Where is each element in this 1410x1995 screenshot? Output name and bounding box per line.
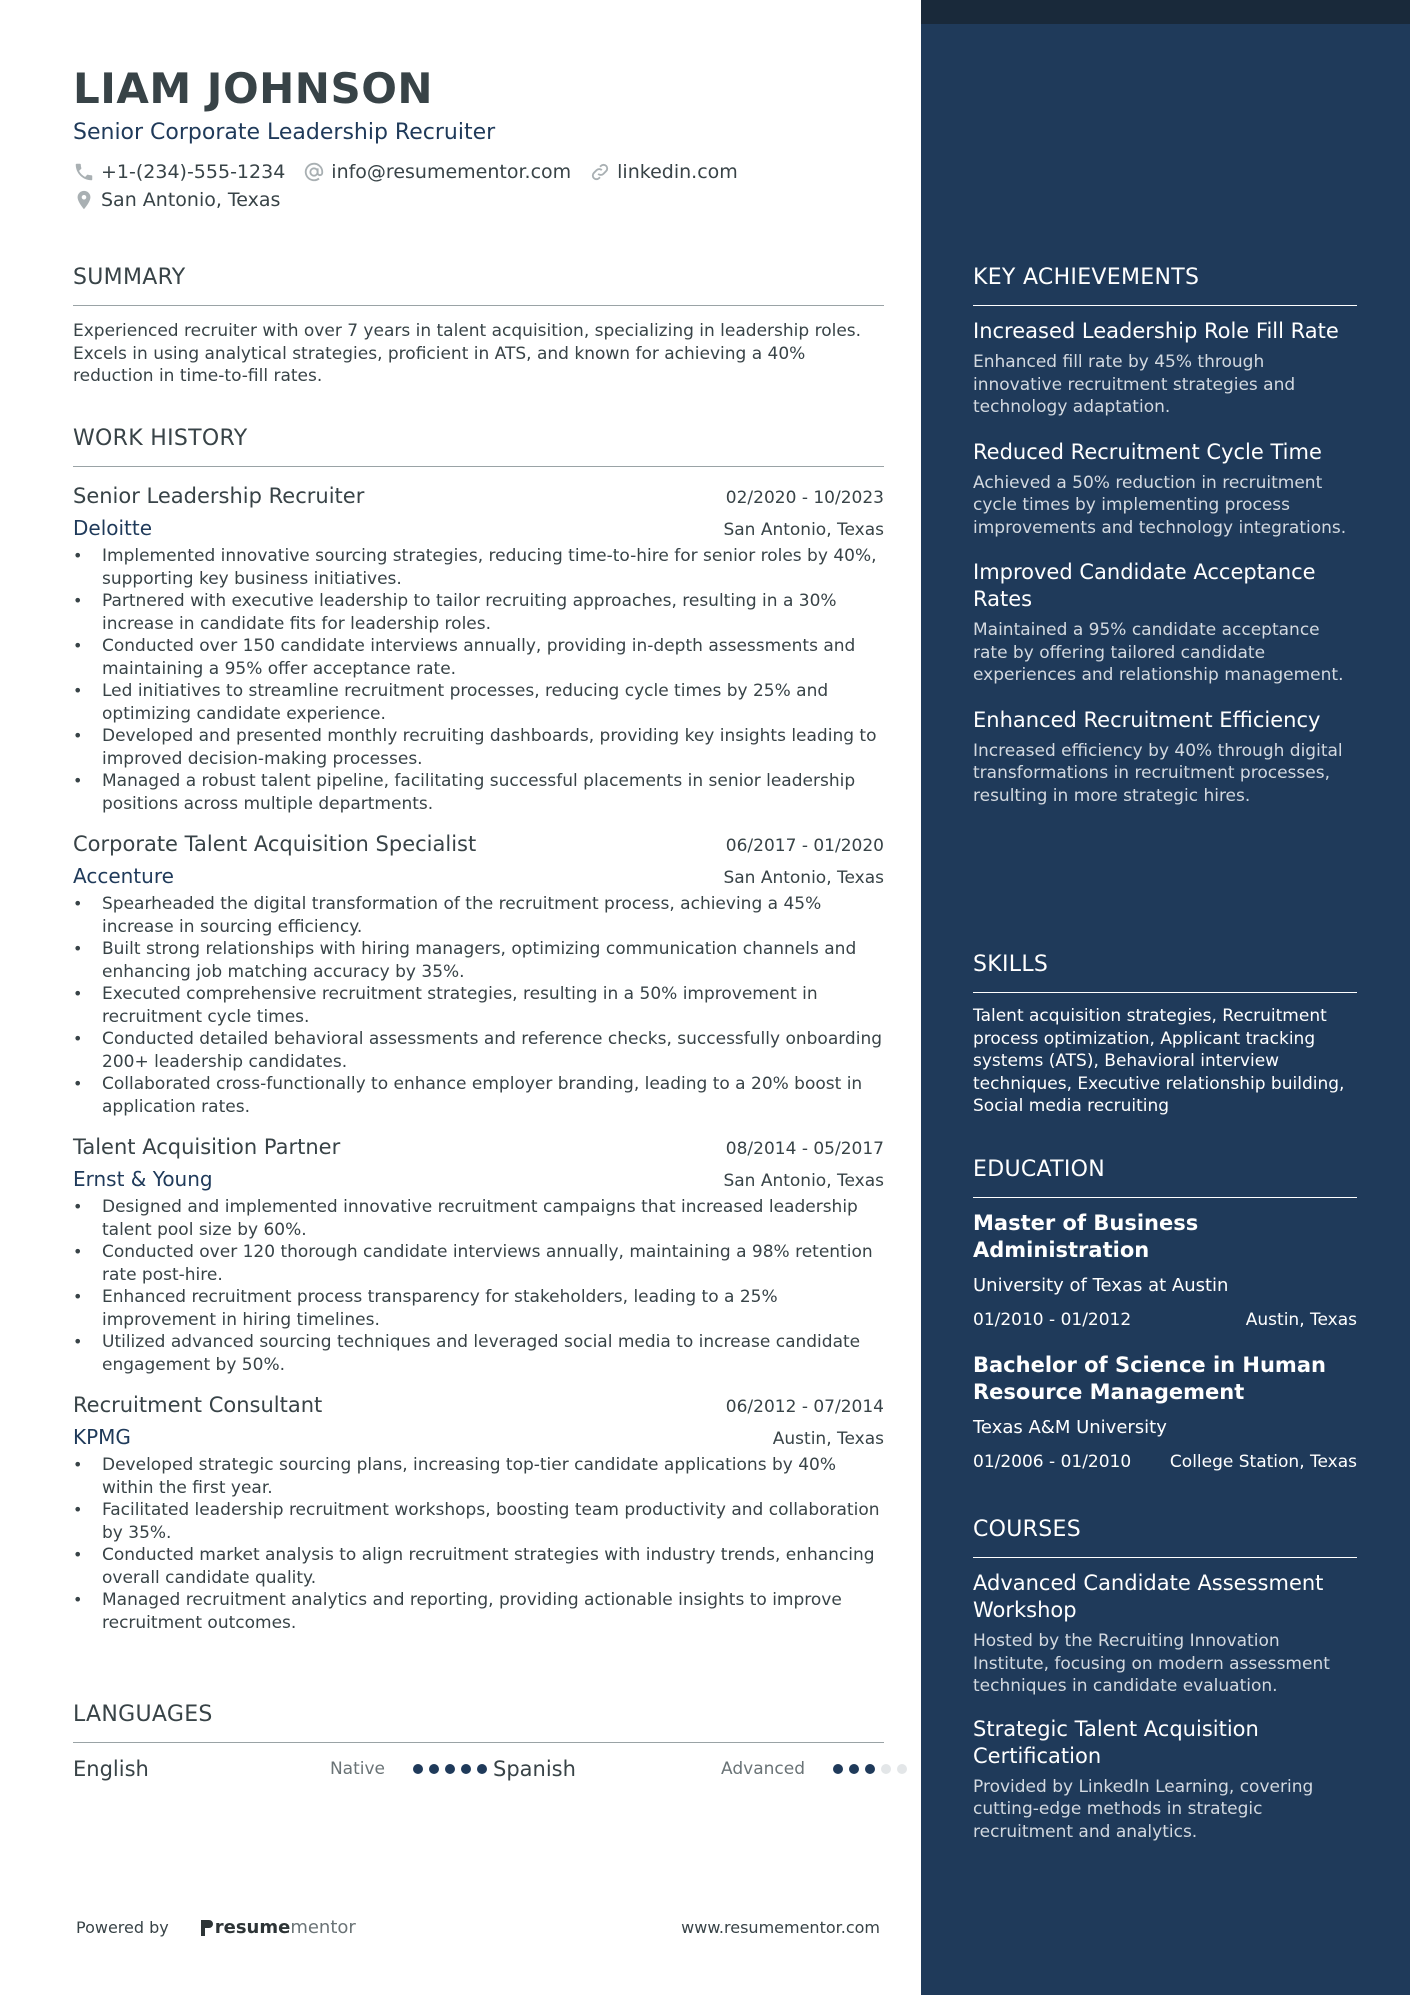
job-location: San Antonio, Texas [723, 520, 884, 540]
bullet-item: • Conducted market analysis to align recruitment strategies with industry trends, enhancing overall candidate quality. [73, 1544, 884, 1589]
proficiency-dot-filled [477, 1764, 487, 1774]
course-description: Hosted by the Recruiting Innovation Institute, focusing on modern assessment techniques in candidate evaluation. [973, 1631, 1330, 1696]
education-list [973, 1210, 1357, 1474]
achievement-item [973, 707, 1357, 808]
skills-section [973, 950, 1357, 1118]
phone-text: +1-(234)-555-1234 [101, 161, 286, 183]
language-level: Native [329, 1759, 385, 1779]
courses-section [973, 1515, 1357, 1843]
courses-heading: COURSES [973, 1515, 1357, 1558]
achievement-description: Achieved a 50% reduction in recruitment cycle times by implementing process improvements and technology integrations. [973, 472, 1347, 538]
skills-text: Talent acquisition strategies, Recruitment process optimization, Applicant tracking systems (ATS), Behavioral interview techniques, Executive relationship building, Social media recruiting [973, 1006, 1345, 1116]
education-location: Austin, Texas [1245, 1310, 1357, 1330]
bullet-item: • Developed and presented monthly recruiting dashboards, providing key insights leading to improved decision-making processes. [73, 725, 884, 770]
bullet-item: • Built strong relationships with hiring managers, optimizing communication channels and enhancing job matching accuracy by 35%. [73, 938, 884, 983]
job-subheader [73, 1164, 884, 1194]
job-bullets [73, 545, 884, 815]
job-subheader [73, 861, 884, 891]
education-section [973, 1155, 1357, 1474]
proficiency-dots [413, 1764, 493, 1774]
resumementor-logo[interactable] [199, 1917, 356, 1938]
education-item [973, 1352, 1357, 1474]
job-dates: 06/2012 - 07/2014 [725, 1397, 884, 1417]
work-history-section [73, 424, 884, 1634]
sidebar [921, 0, 1410, 1995]
bullet-item: • Partnered with executive leadership to tailor recruiting approaches, resulting in a 30% increase in candidate fits for leadership roles. [73, 590, 884, 635]
proficiency-dot-filled [461, 1764, 471, 1774]
job-subheader [73, 513, 884, 543]
language-level: Advanced [721, 1759, 805, 1779]
job-role: Corporate Talent Acquisition Specialist [73, 832, 477, 856]
summary-section [73, 263, 884, 388]
achievement-description: Maintained a 95% candidate acceptance rate by offering tailored candidate experiences and relationship management. [973, 620, 1344, 685]
bullet-item: • Conducted over 120 thorough candidate interviews annually, maintaining a 98% retention rate post-hire. [73, 1241, 884, 1286]
proficiency-dot-filled [413, 1764, 423, 1774]
bullet-item: • Conducted over 150 candidate interviews annually, providing in-depth assessments and maintaining a 95% offer acceptance rate. [73, 635, 884, 680]
contact-location [73, 189, 280, 211]
education-heading: EDUCATION [973, 1155, 1357, 1198]
candidate-name: LIAM JOHNSON [73, 64, 434, 113]
location-text: San Antonio, Texas [101, 189, 281, 211]
job-bullets [73, 893, 884, 1118]
footer [76, 1917, 880, 1938]
email-link[interactable]: info@resumementor.com [331, 161, 572, 183]
bullet-item: • Spearheaded the digital transformation of the recruitment process, achieving a 45% increase in sourcing efficiency. [73, 893, 884, 938]
bullet-item: • Led initiatives to streamline recruitment processes, reducing cycle times by 25% and optimizing candidate experience. [73, 680, 884, 725]
education-dates: 01/2010 - 01/2012 [973, 1310, 1132, 1330]
language-item [73, 1757, 493, 1781]
job-entry [73, 1132, 884, 1376]
education-meta [973, 1450, 1357, 1474]
proficiency-dot-empty [897, 1764, 907, 1774]
achievement-item [973, 318, 1357, 419]
logo-bold-text: resume [214, 1917, 291, 1938]
languages-section [73, 1700, 884, 1785]
job-entry [73, 829, 884, 1118]
skills-heading: SKILLS [973, 950, 1357, 993]
proficiency-dot-filled [429, 1764, 439, 1774]
education-dates: 01/2006 - 01/2010 [973, 1452, 1132, 1472]
course-title: Advanced Candidate Assessment Workshop [973, 1571, 1324, 1622]
bullet-item: • Utilized advanced sourcing techniques and leveraged social media to increase candidate engagement by 50%. [73, 1331, 884, 1376]
education-school: University of Texas at Austin [973, 1275, 1229, 1296]
job-company: Ernst & Young [73, 1167, 213, 1191]
contact-linkedin [589, 161, 738, 183]
bullet-item: • Implemented innovative sourcing strategies, reducing time-to-hire for senior roles by 40%, supporting key business initiatives. [73, 545, 884, 590]
logo-mark-icon [199, 1918, 215, 1938]
job-location: San Antonio, Texas [723, 1171, 884, 1191]
job-bullets [73, 1454, 884, 1634]
job-company: KPMG [73, 1425, 131, 1449]
course-description: Provided by LinkedIn Learning, covering cutting-edge methods in strategic recruitment and analytics. [973, 1776, 1314, 1842]
achievement-item [973, 559, 1357, 687]
powered-by-text: Powered by [76, 1918, 169, 1937]
job-role: Talent Acquisition Partner [73, 1135, 341, 1159]
job-company: Deloitte [73, 516, 153, 540]
job-header [73, 1390, 884, 1420]
achievements-heading: KEY ACHIEVEMENTS [973, 263, 1357, 306]
sidebar-top-band [921, 0, 1410, 24]
at-icon [303, 161, 325, 183]
course-item [973, 1716, 1357, 1844]
achievement-description: Increased efficiency by 40% through digital transformations in recruitment processes, resulting in more strategic hires. [973, 740, 1343, 806]
course-title: Strategic Talent Acquisition Certification [973, 1716, 1259, 1768]
achievement-title: Enhanced Recruitment Efficiency [973, 707, 1321, 732]
education-item [973, 1210, 1357, 1332]
achievement-item [973, 439, 1357, 540]
bullet-item: • Conducted detailed behavioral assessments and reference checks, successfully onboarding 200+ leadership candidates. [73, 1028, 884, 1073]
job-entry [73, 481, 884, 815]
achievement-list [973, 318, 1357, 807]
job-role: Senior Leadership Recruiter [73, 484, 365, 508]
achievement-title: Improved Candidate Acceptance Rates [973, 560, 1316, 611]
education-location: College Station, Texas [1169, 1452, 1357, 1472]
languages-heading: LANGUAGES [73, 1700, 884, 1743]
bullet-item: • Executed comprehensive recruitment strategies, resulting in a 50% improvement in recruitment cycle times. [73, 983, 884, 1028]
work-history-heading: WORK HISTORY [73, 424, 884, 467]
proficiency-dots [833, 1764, 913, 1774]
achievements-section [973, 263, 1357, 807]
job-entry [73, 1390, 884, 1634]
achievement-title: Increased Leadership Role Fill Rate [973, 319, 1339, 343]
proficiency-dot-filled [833, 1764, 843, 1774]
job-subheader [73, 1422, 884, 1452]
job-header [73, 481, 884, 511]
phone-icon [73, 161, 95, 183]
course-item [973, 1570, 1357, 1698]
language-item [493, 1757, 913, 1781]
contact-info [73, 158, 883, 214]
bullet-item: • Facilitated leadership recruitment workshops, boosting team productivity and collaboration by 35%. [73, 1499, 884, 1544]
job-header [73, 1132, 884, 1162]
job-bullets [73, 1196, 884, 1376]
candidate-title: Senior Corporate Leadership Recruiter [73, 120, 496, 145]
language-name: Spanish [493, 1757, 576, 1781]
job-company: Accenture [73, 864, 174, 888]
proficiency-dot-filled [445, 1764, 455, 1774]
bullet-item: • Managed a robust talent pipeline, facilitating successful placements in senior leadership positions across multiple departments. [73, 770, 884, 815]
job-location: Austin, Texas [772, 1429, 884, 1449]
bullet-item: • Designed and implemented innovative recruitment campaigns that increased leadership talent pool size by 60%. [73, 1196, 884, 1241]
education-school: Texas A&M University [973, 1417, 1167, 1438]
job-list [73, 481, 884, 1634]
job-dates: 02/2020 - 10/2023 [725, 488, 884, 508]
contact-email [303, 161, 571, 183]
job-header [73, 829, 884, 859]
bullet-item: • Managed recruitment analytics and reporting, providing actionable insights to improve recruitment outcomes. [73, 1589, 884, 1634]
achievement-title: Reduced Recruitment Cycle Time [973, 439, 1322, 464]
proficiency-dot-filled [865, 1764, 875, 1774]
education-meta [973, 1308, 1357, 1332]
website-link[interactable]: www.resumementor.com [681, 1918, 880, 1937]
proficiency-dot-filled [849, 1764, 859, 1774]
course-list [973, 1570, 1357, 1843]
education-degree: Master of Business Administration [973, 1211, 1199, 1262]
bullet-item: • Collaborated cross-functionally to enhance employer branding, leading to a 20% boost in application rates. [73, 1073, 884, 1118]
linkedin-link[interactable]: linkedin.com [617, 161, 738, 183]
language-name: English [73, 1757, 149, 1781]
resume-header [73, 64, 883, 214]
achievement-description: Enhanced fill rate by 45% through innovative recruitment strategies and technology adaptation. [973, 352, 1296, 417]
link-icon [589, 161, 611, 183]
bullet-item: • Developed strategic sourcing plans, increasing top-tier candidate applications by 40% within the first year. [73, 1454, 884, 1499]
summary-text: Experienced recruiter with over 7 years in talent acquisition, specializing in leadership roles. Excels in using analytical strategies, proficient in ATS, and known for achieving a 40% reduction in time-to-fill rates. [73, 321, 862, 386]
proficiency-dot-empty [881, 1764, 891, 1774]
job-role: Recruitment Consultant [73, 1393, 323, 1417]
education-degree: Bachelor of Science in Human Resource Management [973, 1353, 1326, 1404]
job-location: San Antonio, Texas [723, 868, 884, 888]
bullet-item: • Enhanced recruitment process transparency for stakeholders, leading to a 25% improvement in hiring timelines. [73, 1286, 884, 1331]
language-list [73, 1753, 884, 1785]
contact-phone [73, 161, 285, 183]
job-dates: 08/2014 - 05/2017 [725, 1139, 884, 1159]
logo-light-text: mentor [290, 1917, 356, 1938]
location-pin-icon [73, 189, 95, 211]
job-dates: 06/2017 - 01/2020 [725, 836, 884, 856]
summary-heading: SUMMARY [73, 263, 884, 306]
brand [76, 1917, 356, 1938]
